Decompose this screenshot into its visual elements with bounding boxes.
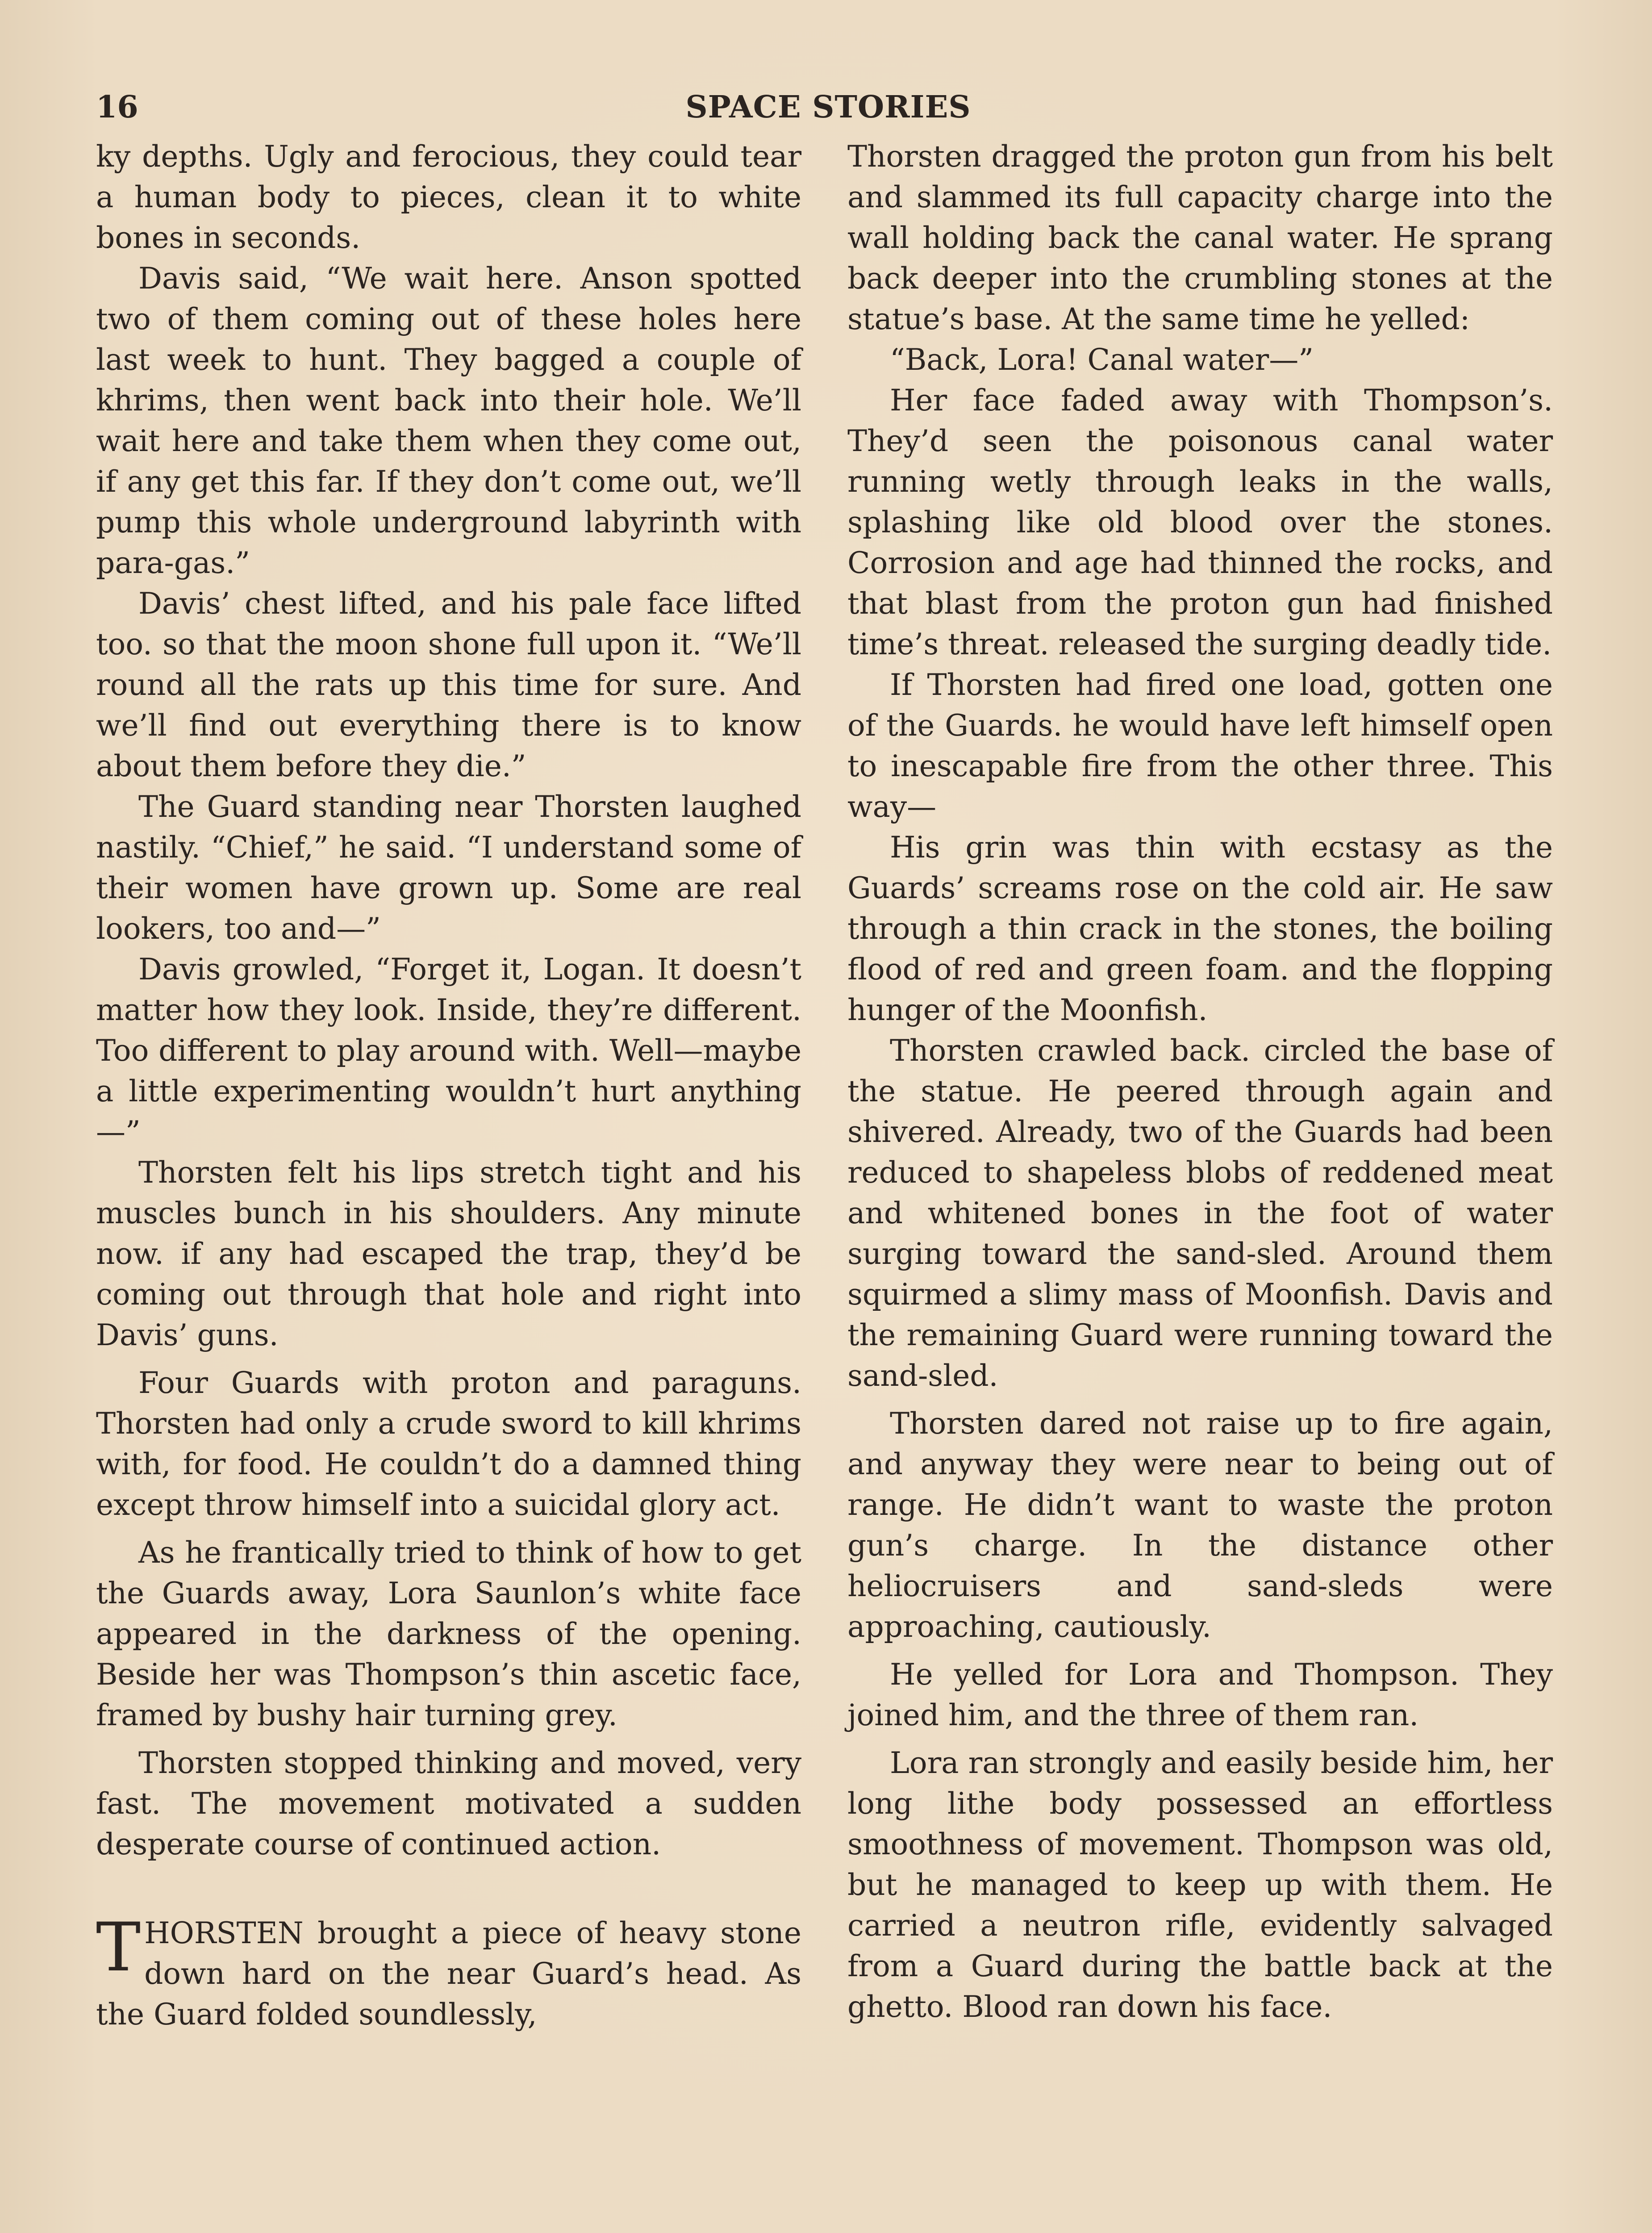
right-column xyxy=(847,136,1553,2027)
paragraph: His grin was thin with ecstasy as the Guards’ screams rose on the cold air. He saw through a thin crack in the stones, the boiling flood of red and green foam. and the flopping hunger of the Moonfish. xyxy=(847,830,1553,1027)
paragraph: He yelled for Lora and Thompson. They joined him, and the three of them ran. xyxy=(847,1657,1553,1732)
paragraph: Davis growled, “Forget it, Logan. It doesn’t matter how they look. Inside, they’re different. Too different to play around with. Well—maybe a little experimenting wouldn’t hurt anything—” xyxy=(96,952,801,1149)
paragraph-text: HORSTEN brought a piece of heavy stone down hard on the near Guard’s head. As the Guard folded soundlessly, xyxy=(96,1916,801,2032)
paragraph: Thorsten felt his lips stretch tight and his muscles bunch in his shoulders. Any minute now. if any had escaped the trap, they’d be coming out through that hole and right into Davis’ guns. xyxy=(96,1155,801,1352)
paragraph: If Thorsten had fired one load, gotten one of the Guards. he would have left himself open to inescapable fire from the other three. This way— xyxy=(847,668,1553,824)
section-opening-paragraph xyxy=(96,1909,801,2035)
paragraph: Lora ran strongly and easily beside him, her long lithe body possessed an effortless smoothness of movement. Thompson was old, but he managed to keep up with them. He carried a neutron rifle, evidently salvaged from a Guard during the battle back at the ghetto. Blood ran down his face. xyxy=(847,1746,1553,2024)
paragraph: Thorsten stopped thinking and moved, very fast. The movement motivated a sudden desperate course of continued action. xyxy=(96,1746,801,1861)
paragraph: “Back, Lora! Canal water—” xyxy=(890,343,1314,377)
paragraph: ky depths. Ugly and ferocious, they could tear a human body to pieces, clean it to white bones in seconds. xyxy=(96,139,801,255)
drop-cap: T xyxy=(96,1909,141,1986)
paragraph: Four Guards with proton and paraguns. Thorsten had only a crude sword to kill khrims with, for food. He couldn’t do a damned thing except throw himself into a suicidal glory act. xyxy=(96,1366,801,1522)
running-head: SPACE STORIES xyxy=(685,89,971,125)
paragraph: Thorsten crawled back. circled the base of the statue. He peered through again and shivered. Already, two of the Guards had been reduced to shapeless blobs of reddened meat and whitened bones in the foot of water surging toward the sand-sled. Around them squirmed a slimy mass of Moonfish. Davis and the remaining Guard were running toward the sand-sled. xyxy=(847,1033,1553,1393)
page-header xyxy=(96,83,1560,132)
paragraph: The Guard standing near Thorsten laughed nastily. “Chief,” he said. “I understand some of their women have grown up. Some are real lookers, too and—” xyxy=(96,790,801,946)
paragraph: Thorsten dared not raise up to fire again, and anyway they were near to being out of range. He didn’t want to waste the proton gun’s charge. In the distance other heliocruisers and sand-sleds were approaching, cautiously. xyxy=(847,1406,1553,1644)
page-number: 16 xyxy=(96,89,138,125)
left-column xyxy=(96,136,801,2035)
paragraph: Her face faded away with Thompson’s. They’d seen the poisonous canal water running wetly through leaks in the walls, splashing like old blood over the stones. Corrosion and age had thinned the rocks, and that blast from the proton gun had finished time’s threat. released the surging deadly tide. xyxy=(847,383,1553,661)
paragraph: As he frantically tried to think of how to get the Guards away, Lora Saunlon’s white face appeared in the darkness of the opening. Beside her was Thompson’s thin ascetic face, framed by bushy hair turning grey. xyxy=(96,1535,801,1732)
paragraph: Davis said, “We wait here. Anson spotted two of them coming out of these holes here last week to hunt. They bagged a couple of khrims, then went back into their hole. We’ll wait here and take them when they come out, if any get this far. If they don’t come out, we’ll pump this whole underground labyrinth with para-gas.” xyxy=(96,261,801,580)
paragraph: Thorsten dragged the proton gun from his belt and slammed its full capacity charge into the wall holding back the canal water. He sprang back deeper into the crumbling stones at the statue’s base. At the same time he yelled: xyxy=(847,139,1553,336)
paragraph: Davis’ chest lifted, and his pale face lifted too. so that the moon shone full upon it. “We’ll round all the rats up this time for sure. And we’ll find out everything there is to know about them before they die.” xyxy=(96,586,801,783)
